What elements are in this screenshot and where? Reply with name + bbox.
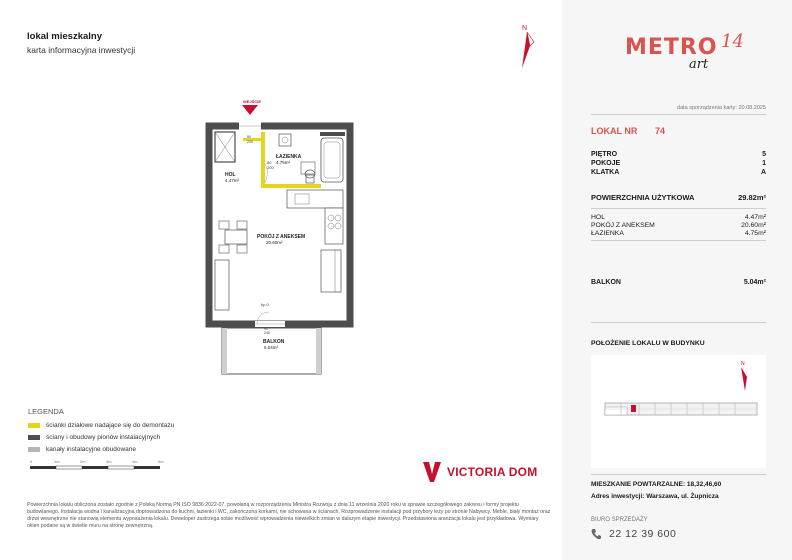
floor-value: 5 — [762, 151, 766, 158]
disclaimer: Powierzchnia lokalu obliczona zostało zgodnie z Polską Normą PN ISO 9836:2022-07, powołaną w rozporządzeniu Ministra Rozwoju z dnia 11 września 2020 roku w sprawie szczegółowego zakresu i formy projektu budowlanego. Instalacja wodna i kanalizacyjna doprowadzona do kuchni, łazienki i WC, zakończona korkami, nie schowana w ścianach. Rozprowadzenie instalacji pod przybory leży po stronie Nabywcy. Meble, biały montaż oraz drzwi wewnętrzne nie stanowią elementu wyposażenia lokalu. Deweloper zastrzega sobie możliwość wprowadzenia niewielkich zmian w dalszym etapie inwestycji. Przedstawiona aranżacja lokalu jest przykładowa. Wymiary okien podane są w świetle muru na stronę zewnętrzną. — [27, 502, 551, 529]
repeat-units: MIESZKANIE POWTARZALNE: 18,32,46,60 — [591, 481, 722, 488]
divider — [591, 114, 766, 115]
document-title: lokal mieszkalny — [27, 31, 102, 42]
bathroom-area: 4.75m² — [276, 160, 291, 165]
area-value: 4.75m² — [744, 230, 766, 237]
divider — [591, 474, 766, 475]
brand-name: METRO — [625, 35, 718, 60]
stair-value: A — [760, 169, 766, 176]
phone-icon — [591, 528, 601, 540]
kitchen-counter-top — [287, 190, 343, 208]
legend-item — [28, 431, 174, 443]
washbasin — [279, 134, 291, 146]
entrance-door-height: 200 — [247, 140, 253, 144]
area-row — [591, 230, 766, 237]
balcony-door-height: 240 — [264, 331, 270, 335]
area-row — [591, 222, 766, 229]
legend-swatch-dark — [28, 435, 40, 440]
toilet — [306, 175, 314, 183]
sales-phone[interactable] — [591, 528, 676, 540]
floor-label: PIĘTRO — [591, 151, 618, 158]
legend-item-label: ścianki działowe nadające się do demontażu — [46, 421, 175, 429]
legend-item — [28, 443, 174, 455]
scale-tick-label: 3m — [106, 459, 112, 464]
investment-address: Adres inwestycji: Warszawa, ul. Żupnicza — [591, 493, 719, 500]
bathtub — [321, 138, 343, 182]
balcony-area: 5.04m² — [264, 345, 279, 350]
scale-tick-label: 5m — [158, 459, 164, 464]
legend-item-label: ściany i obudowy pionów instalacyjnych — [46, 433, 161, 441]
rooms-value: 1 — [762, 160, 766, 167]
sofa — [321, 250, 341, 292]
document-subtitle: karta informacyjna inwestycji — [27, 45, 136, 55]
legend-title: LEGENDA — [28, 407, 64, 416]
entrance-door-width: 90 — [247, 135, 251, 139]
victoria-dom-icon — [423, 462, 441, 482]
location-title: POŁOŻENIE LOKALU W BUDYNKU — [591, 340, 705, 347]
stair-label: KLATKA — [591, 169, 620, 176]
partition-wall-south — [261, 184, 321, 188]
developer-name: VICTORIA DOM — [447, 465, 538, 479]
north-arrow-icon — [508, 22, 542, 72]
unit-highlight — [631, 405, 636, 412]
balcony-label: BALKON — [263, 339, 285, 345]
brand-logo — [625, 31, 744, 72]
bath-door-height: 200 — [267, 165, 274, 170]
phone-number[interactable]: 22 12 39 600 — [609, 528, 677, 540]
partition-wall-west — [261, 132, 265, 188]
area-value: 20.60m² — [741, 222, 766, 229]
building-location-map — [591, 355, 766, 468]
balcony-outline — [222, 328, 321, 374]
living-room-label: POKÓJ Z ANEKSEM — [257, 234, 306, 240]
rooms-row — [591, 160, 766, 167]
area-row — [591, 214, 766, 221]
mini-north-arrow-icon — [741, 367, 747, 391]
divider — [591, 240, 766, 241]
usable-area-row — [591, 193, 766, 202]
hall-label: HOL — [225, 172, 236, 178]
living-room-area: 20.60m² — [266, 240, 283, 245]
usable-area-label: POWIERZCHNIA UŻYTKOWA — [591, 193, 695, 202]
developer-logo — [423, 462, 537, 482]
sales-office-label: BIURO SPRZEDAŻY — [591, 517, 648, 523]
hall-area: 4.47m² — [225, 178, 240, 183]
stair-row — [591, 169, 766, 176]
dining-table — [225, 230, 247, 244]
legend-item-label: kanały instalacyjne obudowane — [46, 445, 136, 453]
entrance-label: WEJŚCIE — [243, 99, 262, 104]
balcony-label-right: BALKON — [591, 279, 621, 286]
legend-swatch-yellow — [28, 423, 40, 428]
legend — [28, 407, 174, 455]
area-name: POKÓJ Z ANEKSEM — [591, 222, 655, 229]
area-value: 4.47m² — [744, 214, 766, 221]
rooms-label: POKOJE — [591, 160, 621, 167]
scale-tick-label: 1m — [54, 459, 60, 464]
usable-area-value: 29.82m² — [738, 193, 766, 202]
divider — [591, 322, 766, 323]
mini-north-label: N — [741, 361, 745, 367]
unit-label: LOKAL NR — [591, 126, 638, 136]
scale-tick-label: 2m — [80, 459, 86, 464]
balcony-door-width: 90 — [264, 327, 268, 331]
entrance-arrow-icon — [242, 105, 258, 115]
brand-suffix: art — [689, 57, 709, 72]
north-label: N — [522, 25, 528, 32]
area-name: ŁAZIENKA — [591, 230, 624, 237]
card-date: data sporządzenia karty: 20.08.2025 — [677, 105, 766, 111]
scale-bar — [30, 458, 170, 474]
scale-tick-label: 4m — [132, 459, 138, 464]
scale-tick-label: 0 — [30, 459, 33, 464]
floor-plan — [195, 98, 365, 378]
wardrobe — [215, 260, 229, 310]
bathroom-label: ŁAZIENKA — [276, 154, 302, 160]
divider — [591, 208, 766, 209]
height-marker: hp 0 — [261, 302, 269, 307]
unit-number: 74 — [655, 126, 666, 136]
legend-swatch-grey — [28, 447, 40, 452]
legend-item — [28, 419, 174, 431]
brand-number: 14 — [721, 31, 744, 52]
building-plan-mini — [591, 355, 766, 468]
balcony-value: 5.04m² — [743, 279, 766, 286]
bath-door-width: 80 — [267, 160, 272, 165]
floor-row — [591, 151, 766, 158]
balcony-row — [591, 279, 766, 286]
area-name: HOL — [591, 214, 605, 221]
